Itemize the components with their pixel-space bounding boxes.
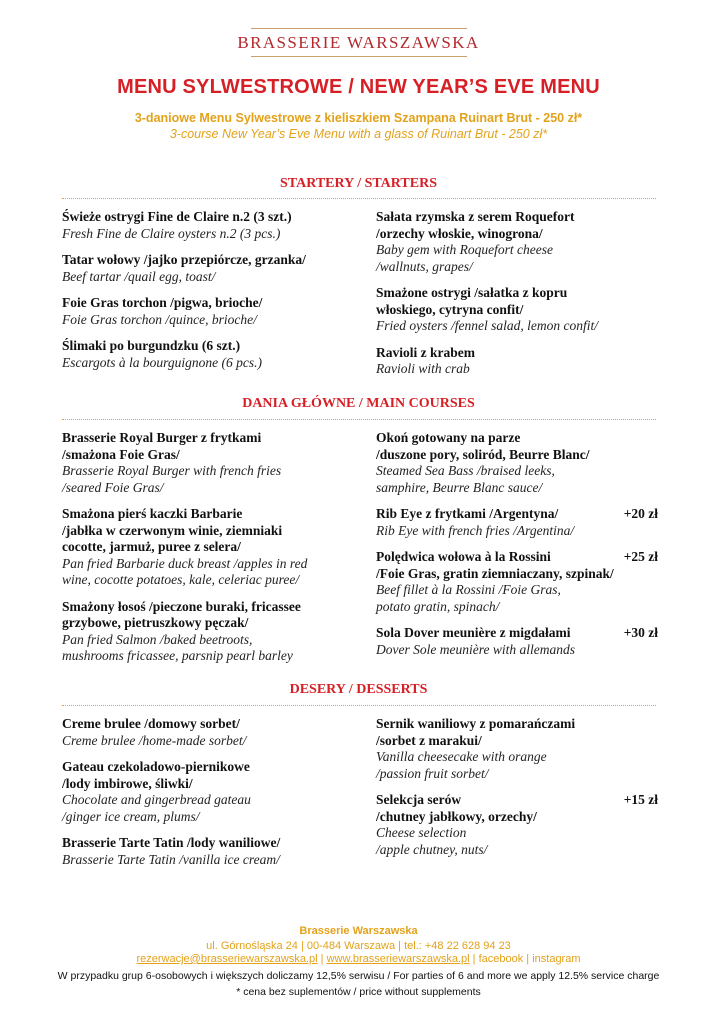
- footer-links: [0, 953, 717, 965]
- item-name-en-line2: /apple chutney, nuts/: [376, 841, 488, 857]
- desserts-divider: [62, 705, 656, 706]
- mains-heading: DANIA GŁÓWNE / MAIN COURSES: [242, 396, 475, 411]
- item-name-pl: Selekcja serów: [376, 792, 462, 807]
- menu-item: [62, 430, 352, 496]
- starters-left-column: [62, 209, 352, 381]
- item-name-en: Vanilla cheesecake with orange: [376, 749, 547, 764]
- menu-subtitle-en: 3-course New Year’s Eve Menu with a glass of Ruinart Brut - 250 zł*: [169, 127, 548, 141]
- item-supplement-price: +25 zł: [623, 549, 658, 564]
- service-charge-note: W przypadku grup 6-osobowych i większych doliczamy 12,5% serwisu / For parties of 6 and more we apply 12.5% service charge: [57, 970, 660, 982]
- social-links[interactable]: | facebook | instagram: [469, 953, 581, 965]
- item-name-pl: Sałata rzymska z serem Roquefort: [376, 209, 575, 224]
- menu-item: [62, 599, 352, 665]
- item-name-en: Ravioli with crab: [376, 361, 470, 376]
- item-name-pl: Tatar wołowy /jajko przepiórcze, grzanka/: [62, 252, 306, 267]
- item-name-en: Fried oysters /fennel salad, lemon confit/: [376, 318, 598, 333]
- menu-item: [376, 792, 658, 858]
- item-name-pl-line2: /smażona Foie Gras/: [62, 446, 180, 462]
- desserts-heading: DESERY / DESSERTS: [289, 682, 428, 697]
- menu-item: [62, 252, 352, 285]
- item-name-en-line2: /ginger ice cream, plums/: [62, 808, 200, 824]
- menu-item: [62, 209, 352, 242]
- item-name-en-line2: mushrooms fricassee, parsnip pearl barley: [62, 648, 293, 663]
- item-supplement-price: +15 zł: [623, 792, 658, 807]
- brand-logo: [0, 28, 717, 57]
- item-name-pl: Brasserie Royal Burger z frytkami: [62, 430, 262, 445]
- item-name-en: Fresh Fine de Claire oysters n.2 (3 pcs.): [62, 225, 281, 241]
- menu-item: [376, 549, 658, 615]
- item-name-en: Beef fillet à la Rossini /Foie Gras,: [376, 582, 561, 597]
- menu-title: MENU SYLWESTROWE / NEW YEAR’S EVE MENU: [117, 76, 600, 98]
- menu-item: [62, 506, 352, 589]
- item-name-pl: Creme brulee /domowy sorbet/: [62, 716, 240, 731]
- item-name-pl: Ślimaki po burgundzku (6 szt.): [62, 338, 241, 353]
- item-name-pl: Okoń gotowany na parze: [376, 430, 521, 445]
- item-name-pl: Sernik waniliowy z pomarańczami: [376, 716, 576, 731]
- item-name-en-line2: /passion fruit sorbet/: [376, 765, 489, 781]
- website-link[interactable]: www.brasseriewarszawska.pl: [326, 953, 470, 965]
- menu-item: [62, 338, 352, 371]
- price-note: * cena bez suplementów / price without supplements: [236, 986, 481, 998]
- mains-right-column: [376, 430, 658, 668]
- item-name-pl-line3: cocotte, jarmuż, puree z selera/: [62, 539, 241, 554]
- item-name-en-line2: wine, cocotte potatoes, kale, celeriac puree/: [62, 572, 300, 587]
- item-name-pl-line2: /jabłka w czerwonym winie, ziemniaki: [62, 522, 283, 538]
- item-name-pl: Polędwica wołowa à la Rossini: [376, 549, 551, 564]
- item-name-pl: Smażone ostrygi /sałatka z kopru: [376, 285, 568, 300]
- item-name-pl: Ravioli z krabem: [376, 344, 475, 360]
- menu-item: [62, 835, 352, 868]
- mains-left-column: [62, 430, 352, 675]
- item-name-pl: Sola Dover meunière z migdałami: [376, 625, 571, 640]
- item-name-en: Pan fried Barbarie duck breast /apples in red: [62, 555, 308, 571]
- footer-restaurant-name: Brasserie Warszawska: [299, 925, 418, 937]
- item-name-pl: Smażony łosoś /pieczone buraki, fricassee: [62, 598, 301, 614]
- item-name-en: Baby gem with Roquefort cheese: [376, 242, 553, 257]
- item-name-pl-line2: włoskiego, cytryna confit/: [376, 301, 524, 317]
- menu-item: [376, 285, 658, 335]
- item-name-en: Brasserie Royal Burger with french fries: [62, 463, 282, 478]
- menu-item: [376, 716, 658, 782]
- item-name-pl-line2: /chutney jabłkowy, orzechy/: [376, 808, 537, 824]
- menu-subtitle-pl: 3-daniowe Menu Sylwestrowe z kieliszkiem Szampana Ruinart Brut - 250 zł*: [134, 111, 583, 125]
- item-name-en: Chocolate and gingerbread gateau: [62, 792, 251, 807]
- menu-item: [62, 759, 352, 825]
- logo-text: BRASSERIE WARSZAWSKA: [237, 33, 480, 52]
- item-name-en-line2: samphire, Beurre Blanc sauce/: [376, 479, 543, 495]
- menu-item: [62, 295, 352, 328]
- item-name-pl: Gateau czekoladowo-piernikowe: [62, 759, 250, 774]
- starters-divider: [62, 198, 656, 199]
- item-supplement-price: +20 zł: [623, 506, 658, 521]
- item-name-pl-line2: /orzechy włoskie, winogrona/: [376, 225, 543, 241]
- menu-item: [376, 209, 658, 275]
- item-name-en-line2: potato gratin, spinach/: [376, 598, 500, 614]
- item-name-pl-line2: grzybowe, pietruszkowy pęczak/: [62, 615, 249, 630]
- desserts-left-column: [62, 716, 352, 878]
- item-name-en: Rib Eye with french fries /Argentina/: [376, 522, 575, 538]
- logo-bottom-rule: [251, 56, 467, 57]
- menu-item: [376, 506, 658, 539]
- menu-item: [376, 625, 658, 658]
- item-name-en: Pan fried Salmon /baked beetroots,: [62, 631, 253, 647]
- item-name-en: Beef tartar /quail egg, toast/: [62, 268, 216, 284]
- item-name-pl: Brasserie Tarte Tatin /lody waniliowe/: [62, 835, 281, 850]
- email-link[interactable]: rezerwacje@brasseriewarszawska.pl: [136, 953, 318, 965]
- starters-right-column: [376, 209, 658, 388]
- desserts-right-column: [376, 716, 658, 868]
- item-name-en: Foie Gras torchon /quince, brioche/: [62, 311, 257, 327]
- item-name-pl: Świeże ostrygi Fine de Claire n.2 (3 szt.): [62, 209, 292, 224]
- footer-address: ul. Górnośląska 24 | 00-484 Warszawa | tel.: +48 22 628 94 23: [206, 940, 511, 952]
- item-name-pl: Foie Gras torchon /pigwa, brioche/: [62, 295, 263, 310]
- item-name-en: Steamed Sea Bass /braised leeks,: [376, 463, 555, 478]
- starters-heading: STARTERY / STARTERS: [280, 176, 437, 191]
- mains-divider: [62, 419, 656, 420]
- menu-item: [62, 716, 352, 749]
- item-name-pl: Smażona pierś kaczki Barbarie: [62, 506, 243, 521]
- menu-item: [376, 430, 658, 496]
- item-name-pl-line2: /sorbet z marakui/: [376, 732, 482, 748]
- menu-item: [376, 345, 658, 378]
- item-name-pl: Rib Eye z frytkami /Argentyna/: [376, 506, 559, 521]
- item-name-pl-line2: /lody imbirowe, śliwki/: [62, 775, 193, 791]
- item-name-pl-line2: /duszone pory, soliród, Beurre Blanc/: [376, 446, 590, 462]
- item-supplement-price: +30 zł: [623, 625, 658, 640]
- item-name-en: Escargots à la bourguignone (6 pcs.): [62, 354, 262, 370]
- item-name-en-line2: /seared Foie Gras/: [62, 479, 164, 495]
- link-separator: |: [317, 953, 327, 965]
- item-name-en: Cheese selection: [376, 825, 467, 840]
- item-name-en: Creme brulee /home-made sorbet/: [62, 732, 247, 748]
- item-name-en: Brasserie Tarte Tatin /vanilla ice cream/: [62, 851, 280, 867]
- item-name-en-line2: /wallnuts, grapes/: [376, 258, 473, 274]
- item-name-en: Dover Sole meunière with allemands: [376, 641, 575, 657]
- item-name-pl-line2: /Foie Gras, gratin ziemniaczany, szpinak/: [376, 565, 614, 581]
